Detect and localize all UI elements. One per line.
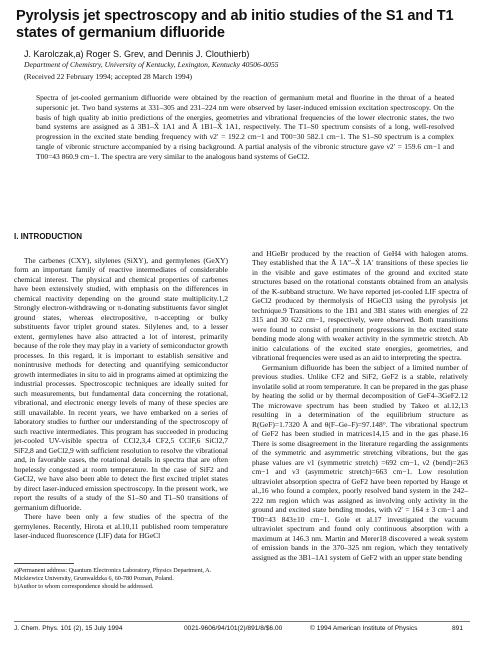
- footnotes: [14, 567, 228, 590]
- article-title: Pyrolysis jet spectroscopy and ab initio studies of the S1 and T1 states of germanium difluoride: [16, 8, 454, 41]
- article-code: 0021-9606/94/101(2)/891/8/$6.00: [184, 625, 283, 632]
- paragraph: Germanium difluoride has been the subject of a limited number of previous studies. Unlike CF2 and SiF2, GeF2 is a stable, relatively involatile solid at room temperature. It can be prepared in the gas phase by heating the solid or by thermal decomposition of GeF4–3GeF2.12 The microwave spectrum has been studied by Takeo et al.12,13 resulting in a determination of the equilibrium structure as R(GeF)=1.7320 Å and θ(F–Ge–F)=97.148°. The vibrational spectrum of GeF2 has been studied in matrices14,15 and in the gas phase.16 There is some disagreement in the literature regarding the assignments of the symmetric and asymmetric stretching vibrations, but the gas phase values are ν1 (symmetric stretch) =692 cm−1, ν2 (bend)=263 cm−1 and ν3 (asymmetric stretch)=663 cm−1. Low resolution ultraviolet absorption spectra of GeF2 have been reported by Hauge et al.,16 who found a complex, poorly resolved band system in the 242–222 nm region which was assigned as involving only activity in the ground and excited state bending modes, with ν2′ = 164 ± 3 cm−1 and T00=43 843±10 cm−1. Gole et al.17 investigated the vacuum ultraviolet spectrum and found only continuous absorption with a maximum at 146.3 nm. Martin and Merer18 discovered a weak system of emission bands in the 370–325 nm region, which they tentatively assigned as the 3B1–1A1 system of GeF2 with an upper state bending: [252, 362, 468, 562]
- section-heading: I. INTRODUCTION: [14, 232, 82, 241]
- copyright: © 1994 American Institute of Physics: [310, 625, 418, 632]
- paragraph: The carbenes (CXY), silylenes (SiXY), and germylenes (GeXY) form an important family of reactive intermediates of considerable chemical interest. The physical and chemical properties of carbenes have been extensively studied, with emphasis on the differences in chemical reactivity depending on the ground state multiplicity.1,2 Strongly electron-withdrawing or π-donating substituents favor singlet ground states, whereas electropositive, π-accepting or bulky substituents favor triplet ground states. Silylenes and, to a lesser extent, germylenes have also attracted a lot of interest, primarily because of the role they may play in a variety of semiconductor growth processes. In this regard, it is important to establish sensitive and nonintrusive methods for detecting and quantifying semiconductor growth intermediates in situ to aid in programs aimed at optimizing the industrial processes. Spectroscopic techniques are ideally suited for such measurements, but fundamental data concerning the rotational, vibrational, and electronic energy levels of many of these species are still unavailable. In recent years, we have embarked on a series of laboratory studies to further our understanding of the spectroscopy of such reactive intermediates. This program has succeeded in producing jet-cooled UV-visible spectra of CCl2,3,4 CF2,5 CClF,6 SiCl2,7 SiF2,8 and GeCl2,9 with sufficient resolution to resolve the vibrational and, in favorable cases, the rotational details in spectra that are often hopelessly congested at room temperature. In the case of SiF2 and GeCl2, we have also been able to detect the first excited triplet states by direct laser-induced emission spectroscopy. In the present work, we report the results of a study of the S1–S0 and T1–S0 transitions of germanium difluoride.: [14, 256, 228, 512]
- footer-rule: [14, 621, 470, 622]
- footnote-rule: [14, 563, 74, 564]
- abstract: Spectra of jet-cooled germanium difluoride were obtained by the reaction of germanium metal and fluorine in the throat of a heated supersonic jet. Two band systems at 331–305 and 231–224 nm were observed by laser-induced emission excitation spectroscopy. On the basis of high quality ab initio predictions of the energies, geometries and vibrational frequencies of the lower electronic states, the two band systems are assigned as ã 3B1–X̃ 1A1 and Ã 1B1–X̃ 1A1, respectively. The T1–S0 spectrum consists of a long, well-resolved progression in the excited state bending frequency with ν2′ = 192.2 cm−1 and T00=30 582.1 cm−1. The S1–S0 spectrum is a complex tangle of vibronic structure accompanied by a rising background. A partial analysis of the vibronic structure gave ν2′ = 159.6 cm−1 and T00=43 860.9 cm−1. The spectra are very similar to the analogous band systems of GeCl2.: [36, 93, 454, 161]
- paragraph: There have been only a few studies of the spectra of the germylenes. Recently, Hirota et al.10,11 published room temperature laser-induced fluorescence (LIF) data for HGeCl: [14, 512, 228, 541]
- footnote: b)Author to whom correspondence should be addressed.: [14, 582, 154, 590]
- left-column: [14, 256, 228, 541]
- right-column: [252, 249, 468, 562]
- received-date: (Received 22 February 1994; accepted 28 March 1994): [24, 72, 193, 81]
- author-list: J. Karolczak,a) Roger S. Grev, and Dennis J. Clouthierb): [24, 49, 250, 59]
- page-number: 891: [452, 625, 464, 632]
- journal-citation: J. Chem. Phys. 101 (2), 15 July 1994: [14, 625, 123, 632]
- affiliation: Department of Chemistry, University of Kentucky, Lexington, Kentucky 40506-0055: [24, 60, 279, 69]
- paragraph: and HGeBr produced by the reaction of GeH4 with halogen atoms. They established that the Ã 1A″–X̃ 1A′ transitions of these species lie in the visible and gave estimates of the ground and excited state structures based on the rotational constants obtained from an analysis of the K-subband structure. We have reported jet-cooled LIF spectra of GeCl2 produced by thermolysis of HGeCl3 using the pyrolysis jet technique.9 Transitions to the 1B1 and 3B1 states with energies of 22 315 and 30 622 cm−1, respectively, were observed. Both transitions were found to consist of prominent progressions in the excited state bending mode along with weaker activity in the symmetric stretch. Ab initio calculations of the excited state energies, geometries, and vibrational frequencies were used as an aid to interpreting the spectra.: [252, 249, 468, 363]
- footnote: a)Permanent address: Quantum Electronics Laboratory, Physics Department, A. Mickiewicz University, Grunwaldzka 6, 60-780 Poznan, Poland.: [14, 567, 212, 582]
